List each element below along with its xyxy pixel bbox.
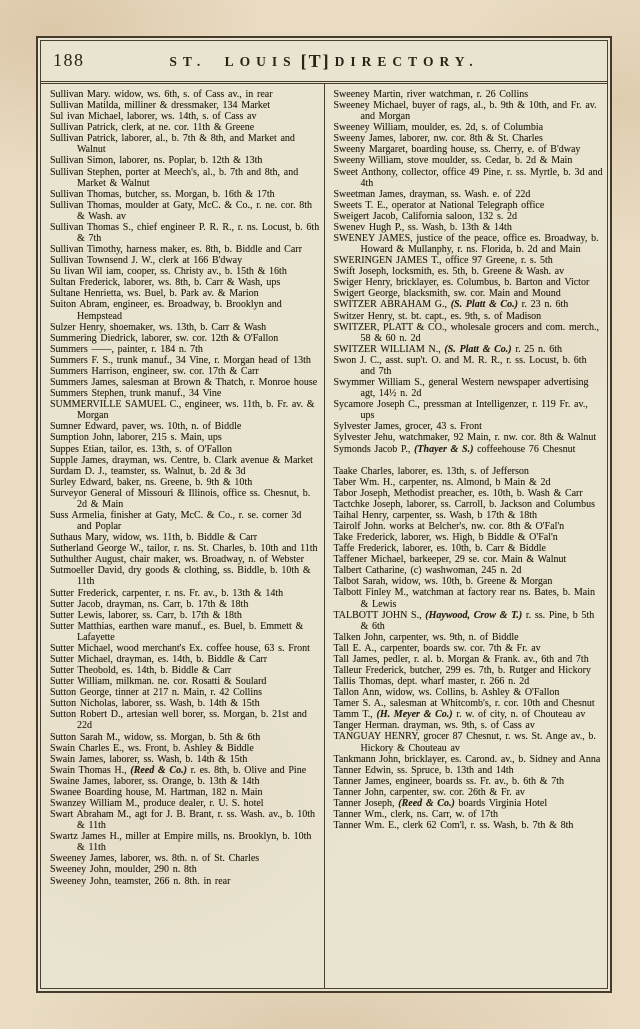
directory-entry: Tanner Edwin, ss. Spruce, b. 13th and 14th bbox=[333, 764, 514, 776]
directory-entry: Tallon Ann, widow, ws. Collins, b. Ashley & O'Fallon bbox=[333, 687, 560, 699]
directory-entry: Sultan Frederick, laborer, ws. 8th, b. Carr & Wash, ups bbox=[50, 277, 281, 289]
directory-entry: Sullivan Thomas, moulder at Gaty, McC. & Co., r. ne. cor. 8th & Wash. av bbox=[50, 199, 313, 222]
directory-entry: Tanger Herman. drayman, ws. 9th, s. of Cass av bbox=[333, 720, 535, 732]
directory-entry: Sutton Robert D., artesian well borer, ss. Morgan, b. 21st and 22d bbox=[50, 709, 307, 732]
directory-entry: Sumner Edward, paver, ws. 10th, n. of Biddle bbox=[50, 421, 242, 433]
directory-body bbox=[41, 84, 607, 988]
directory-entry: Sweeney William, moulder, es. 2d, s. of Columbia bbox=[333, 122, 544, 134]
directory-entry: Su livan Wil iam, cooper, ss. Christy av., b. 15th & 16th bbox=[50, 266, 287, 278]
directory-entry: SWITZER ABRAHAM G., (S. Platt & Co.) r. 23 n. 6th bbox=[333, 299, 569, 311]
directory-entry: Suppes Etian, tailor, es. 13th, s. of O'Fallon bbox=[50, 443, 233, 455]
directory-entry: Supple James, drayman, ws. Centre, b. Clark avenue & Market bbox=[50, 454, 313, 466]
directory-entry: Sullivan Simon, laborer, ns. Poplar, b. 12th & 13th bbox=[50, 155, 263, 167]
directory-entry: Tanner Wm. E., clerk 62 Com'l, r. ss. Wash, b. 7th & 8th bbox=[333, 820, 574, 832]
directory-entry: Sweeney John, moulder, 290 n. 8th bbox=[50, 864, 197, 876]
directory-entry: Sul ivan Michael, laborer, ws. 14th, s. of Cass av bbox=[50, 111, 257, 123]
directory-entry: Sweeny Margaret, boarding house, ss. Cherry, e. of B'dway bbox=[333, 144, 581, 156]
directory-entry: Talbert Catharine, (c) washwoman, 245 n. 2d bbox=[333, 565, 522, 577]
directory-entry: Sullivan Stephen, porter at Meech's, al., b. 7th and 8th, and Market & Walnut bbox=[50, 166, 299, 189]
directory-entry: Sullivan Timothy, harness maker, es. 8th, b. Biddle and Carr bbox=[50, 244, 302, 256]
directory-entry: Swanzey William M., produce dealer, r. U. S. hotel bbox=[50, 798, 264, 809]
directory-entry: Summers F. S., trunk manuf., 34 Vine, r. Morgan head of 13th bbox=[50, 354, 311, 366]
directory-entry: Sutter Michael, wood merchant's Ex. coffee house, 63 s. Front bbox=[50, 642, 310, 654]
directory-column-right bbox=[325, 84, 608, 988]
directory-entry: Swain Thomas H., (Reed & Co.) r. es. 8th, b. Olive and Pine bbox=[50, 764, 307, 776]
directory-entry: Sweet Anthony, collector, office 49 Pine, r. ss. Myrtle, b. 3d and 4th bbox=[333, 166, 603, 189]
directory-entry: Sutter Frederick, carpenter, r. ns. Fr. av., b. 13th & 14th bbox=[50, 587, 284, 599]
page-border-inner bbox=[40, 40, 608, 989]
directory-entry: Sutter Jacob, drayman, ns. Carr, b. 17th & 18th bbox=[50, 598, 249, 610]
directory-entry: SWITZER WILLIAM N., (S. Platt & Co.) r. 25 n. 6th bbox=[333, 343, 562, 355]
directory-entry: Talbott Finley M., watchman at factory rear ns. Bates, b. Main & Lewis bbox=[333, 587, 596, 610]
directory-entry: Taber Wm. H., carpenter, ns. Almond, b Main & 2d bbox=[333, 476, 551, 488]
directory-entry: Tanner Wm., clerk, ns. Carr, w. of 17th bbox=[333, 809, 498, 820]
directory-entry: Sweeny William, stove moulder, ss. Cedar, b. 2d & Main bbox=[333, 155, 573, 167]
directory-entry: Sutton George, tinner at 217 n. Main, r. 42 Collins bbox=[50, 687, 262, 699]
directory-entry: Taffener Michael, barkeeper, 29 se. cor. Main & Walnut bbox=[333, 554, 567, 566]
directory-page-sheet bbox=[36, 36, 612, 993]
directory-entry: Switzer Henry, st. bt. capt., es. 9th, s. of Madison bbox=[333, 310, 542, 322]
directory-entry: Swigert George, blacksmith, sw. cor. Main and Mound bbox=[333, 288, 561, 300]
directory-column-left bbox=[41, 84, 324, 988]
directory-entry: TANGUAY HENRY, grocer 87 Chesnut, r. ws. St. Ange av., b. Hickory & Chouteau av bbox=[333, 731, 596, 754]
page-title bbox=[41, 51, 607, 72]
page-number: 188 bbox=[53, 50, 85, 70]
directory-entry: Swift Joseph, locksmith, es. 5th, b. Greene & Wash. av bbox=[333, 266, 565, 278]
page-title-suffix: DIRECTORY. bbox=[334, 53, 479, 69]
directory-entry: Tamer S. A., salesman at Whitcomb's, r. cor. 10th and Chesnut bbox=[333, 698, 595, 710]
directory-entry: Swiger Henry, bricklayer, es. Columbus, b. Barton and Victor bbox=[333, 277, 590, 289]
directory-entry: Sweeney Michael, buyer of rags, al., b. 9th & 10th, and Fr. av. and Morgan bbox=[333, 100, 597, 123]
directory-entry: Sulzer Henry, shoemaker, ws. 13th, b. Carr & Wash bbox=[50, 321, 267, 333]
directory-entry: Swon J. C., asst. sup't. O. and M. R. R., r. ss. Locust, b. 6th and 7th bbox=[333, 354, 587, 377]
directory-entry: Sweeny James, laborer, nw. cor. 8th & St. Charles bbox=[333, 133, 543, 145]
directory-entry: Sutter Theobold, es. 14th, b. Biddle & Carr bbox=[50, 665, 232, 677]
directory-entry: Suss Armelia, finisher at Gaty, McC. & Co., r. se. corner 3d and Poplar bbox=[50, 509, 302, 533]
directory-entry: Summers James, salesman at Brown & Thatch, r. Monroe house bbox=[50, 377, 318, 389]
directory-entry: Tairolf John. works at Belcher's, nw. cor. 8th & O'Fal'n bbox=[333, 520, 565, 532]
directory-entry: Tankmann John, bricklayer, es. Carond. av., b. Sidney and Anna bbox=[333, 753, 601, 765]
directory-entry: Sullivan Townsend J. W., clerk at 166 B'dway bbox=[50, 255, 243, 267]
directory-entry: Summers Harrison, engineer, sw. cor. 17th & Carr bbox=[50, 365, 259, 377]
directory-entry: Tanner Joseph, (Reed & Co.) boards Virginia Hotel bbox=[333, 797, 548, 809]
directory-entry: Sultane Henrietta, ws. Buel, b. Park av. & Marion bbox=[50, 288, 259, 300]
directory-entry: Surley Edward, baker, ns. Greene, b. 9th & 10th bbox=[50, 476, 253, 488]
directory-entry: Swain Charles E., ws. Front, b. Ashley & Biddle bbox=[50, 742, 254, 754]
section-letter-badge: [T] bbox=[300, 50, 331, 71]
directory-entry: Sweeney James, laborer, ws. 8th. n. of St. Charles bbox=[50, 853, 260, 865]
directory-entry: Swartz James H., miller at Empire mills, ns. Brooklyn, b. 10th & 11th bbox=[50, 831, 312, 854]
directory-entry: Tanner John, carpenter, sw. cor. 26th & Fr. av bbox=[333, 786, 525, 798]
directory-entry: Taake Charles, laborer, es. 13th, s. of Jefferson bbox=[333, 465, 529, 477]
directory-entry: Tallis Thomas, dept. wharf master, r. 266 n. 2d bbox=[333, 676, 530, 688]
directory-entry: Talbot Sarah, widow, ws. 10th, b. Greene & Morgan bbox=[333, 576, 553, 588]
directory-entry: Sullivan Patrick, clerk, at ne. cor. 11th & Greene bbox=[50, 122, 255, 134]
directory-entry: Sutherland George W., tailor, r. ns. St. Charles, b. 10th and 11th bbox=[50, 543, 318, 555]
directory-entry: Sullivan Patrick, laborer, al., b. 7th & 8th, and Market and Walnut bbox=[50, 133, 295, 156]
directory-entry: Swain James, laborer, ss. Wash, b. 14th & 15th bbox=[50, 753, 248, 765]
directory-entry: Talken John, carpenter, ws. 9th, n. of Biddle bbox=[333, 631, 519, 643]
directory-entry: Sylvester James, grocer, 43 s. Front bbox=[333, 421, 482, 433]
directory-entry: Sutter Lewis, laborer, ss. Carr, b. 17th & 18th bbox=[50, 609, 242, 621]
directory-entry: Tactchke Joseph, laborer, ss. Carroll, b. Jackson and Columbus bbox=[333, 498, 596, 510]
directory-entry: Tamm T., (H. Meyer & Co.) r. w. of city, n. of Chouteau av bbox=[333, 709, 586, 721]
directory-entry: Sweeney Martin, river watchman, r. 26 Collins bbox=[333, 89, 529, 100]
directory-entry: Tall E. A., carpenter, boards sw. cor. 7th & Fr. av bbox=[333, 642, 541, 654]
directory-entry: Summers ——, painter, r. 184 n. 7th bbox=[50, 343, 203, 355]
directory-entry: Sutton Nicholas, laborer, ss. Wash, b. 14th & 15th bbox=[50, 698, 260, 710]
directory-entry: Sweigert Jacob, California saloon, 132 s. 2d bbox=[333, 210, 518, 222]
page-header bbox=[41, 41, 607, 84]
directory-entry: Tall James, pedler, r. al. b. Morgan & Frank. av., 6th and 7th bbox=[333, 653, 589, 665]
directory-entry: SWITZER, PLATT & CO., wholesale grocers and com. merch., 58 & 60 n. 2d bbox=[333, 321, 599, 344]
directory-entry: Taffe Frederick, laborer, es. 10th, b. Carr & Biddle bbox=[333, 543, 546, 555]
directory-entry: Sycamore Joseph C., pressman at Intelligenzer, r. 119 Fr. av., ups bbox=[333, 399, 588, 422]
directory-entry: Sweetman James, drayman, ss. Wash. e. of 22d bbox=[333, 188, 531, 200]
directory-entry: Taihal Henry, carpenter, ss. Wash, b 17th & 18th bbox=[333, 509, 537, 521]
directory-entry: Summering Diedrick, laborer, sw. cor. 12th & O'Fallon bbox=[50, 332, 279, 344]
directory-entry: Sylvester Jehu, watchmaker, 92 Main, r. nw. cor. 8th & Walnut bbox=[333, 432, 597, 444]
directory-entry: Sutter Matthias, earthen ware manuf., es. Buel, b. Emmett & Lafayette bbox=[50, 620, 304, 643]
directory-entry: Surveyor General of Missouri & Illinois, office ss. Chesnut, b. 2d & Main bbox=[50, 487, 311, 510]
directory-entry: SWERINGEN JAMES T., office 97 Greene, r. s. 5th bbox=[333, 255, 553, 267]
directory-entry: Talleur Frederick, butcher, 299 es. 7th, b. Rutger and Hickory bbox=[333, 664, 591, 676]
directory-entry: Swanee Boarding house, M. Hartman, 182 n. Main bbox=[50, 786, 263, 798]
directory-entry: Sullivan Mary. widow, ws. 6th, s. of Cass av., in rear bbox=[50, 89, 273, 100]
directory-entry: Sweets T. E., operator at National Telegraph office bbox=[333, 199, 545, 211]
directory-entry: Swymmer William S., general Western newspaper advertising agt, 14½ n. 2d bbox=[333, 377, 589, 400]
directory-entry: Sullivan Thomas S., chief engineer P. R. R., r. ns. Locust, b. 6th & 7th bbox=[50, 221, 320, 245]
directory-entry: Tabor Joseph, Methodist preacher, es. 10th, b. Wash & Carr bbox=[333, 487, 583, 499]
directory-entry: Sullivan Matilda, milliner & dressmaker, 134 Market bbox=[50, 100, 271, 112]
directory-entry: Suiton Abram, engineer, es. Broadway, b. Brooklyn and Hempstead bbox=[50, 299, 282, 322]
directory-entry: Sutton Sarah M., widow, ss. Morgan, b. 5th & 6th bbox=[50, 731, 261, 743]
directory-entry: Suthaus Mary, widow, ws. 11th, b. Biddle & Carr bbox=[50, 532, 258, 544]
directory-entry: Surdam D. J., teamster, ss. Walnut, b. 2d & 3d bbox=[50, 465, 246, 477]
directory-entry: Tanner James, engineer, boards ss. Fr. av., b. 6th & 7th bbox=[333, 775, 564, 787]
directory-entry: Swart Abraham M., agt for J. B. Brant, r. ss. Wash. av., b. 10th & 11th bbox=[50, 809, 316, 832]
directory-entry: Symonds Jacob P., (Thayer & S.) coffeehouse 76 Chesnut bbox=[333, 443, 576, 455]
directory-entry: Swaine James, laborer, ss. Orange, b. 13th & 14th bbox=[50, 775, 260, 787]
directory-entry: SWENEY JAMES, justice of the peace, office es. Broadway, b. Howard & Mullanphy, r. ns. Florida, b. 2d and Main bbox=[333, 233, 599, 256]
directory-entry: Sutter William, milkman. ne. cor. Rosatti & Soulard bbox=[50, 676, 267, 688]
section-gap bbox=[334, 455, 604, 466]
directory-entry: Suthulther August, chair maker, ws. Broadway, n. of Webster bbox=[50, 554, 304, 566]
directory-entry: Take Frederick, laborer, ws. High, b Biddle & O'Fal'n bbox=[333, 532, 558, 544]
page-title-prefix: ST. LOUIS bbox=[169, 53, 297, 69]
directory-entry: Sutmoeller David, dry goods & clothing, ss. Biddle, b. 10th & 11th bbox=[50, 565, 311, 588]
directory-entry: TALBOTT JOHN S., (Haywood, Crow & T.) r. ss. Pine, b 5th & 6th bbox=[333, 609, 595, 632]
directory-entry: Summers Stephen, trunk manuf., 34 Vine bbox=[50, 388, 222, 400]
directory-entry: Swenev Hugh P., ss. Wash, b. 13th & 14th bbox=[333, 221, 512, 233]
directory-entry: Sumption John, laborer, 215 s. Main, ups bbox=[50, 432, 222, 444]
directory-entry: Sutter Michael, drayman, es. 14th, b. Biddle & Carr bbox=[50, 653, 268, 665]
directory-entry: Sweeney John, teamster, 266 n. 8th. in rear bbox=[50, 875, 231, 887]
directory-entry: SUMMERVILLE SAMUEL C., engineer, ws. 11th, b. Fr. av. & Morgan bbox=[50, 399, 315, 422]
directory-entry: Sullivan Thomas, butcher, ss. Morgan, b. 16th & 17th bbox=[50, 188, 275, 200]
